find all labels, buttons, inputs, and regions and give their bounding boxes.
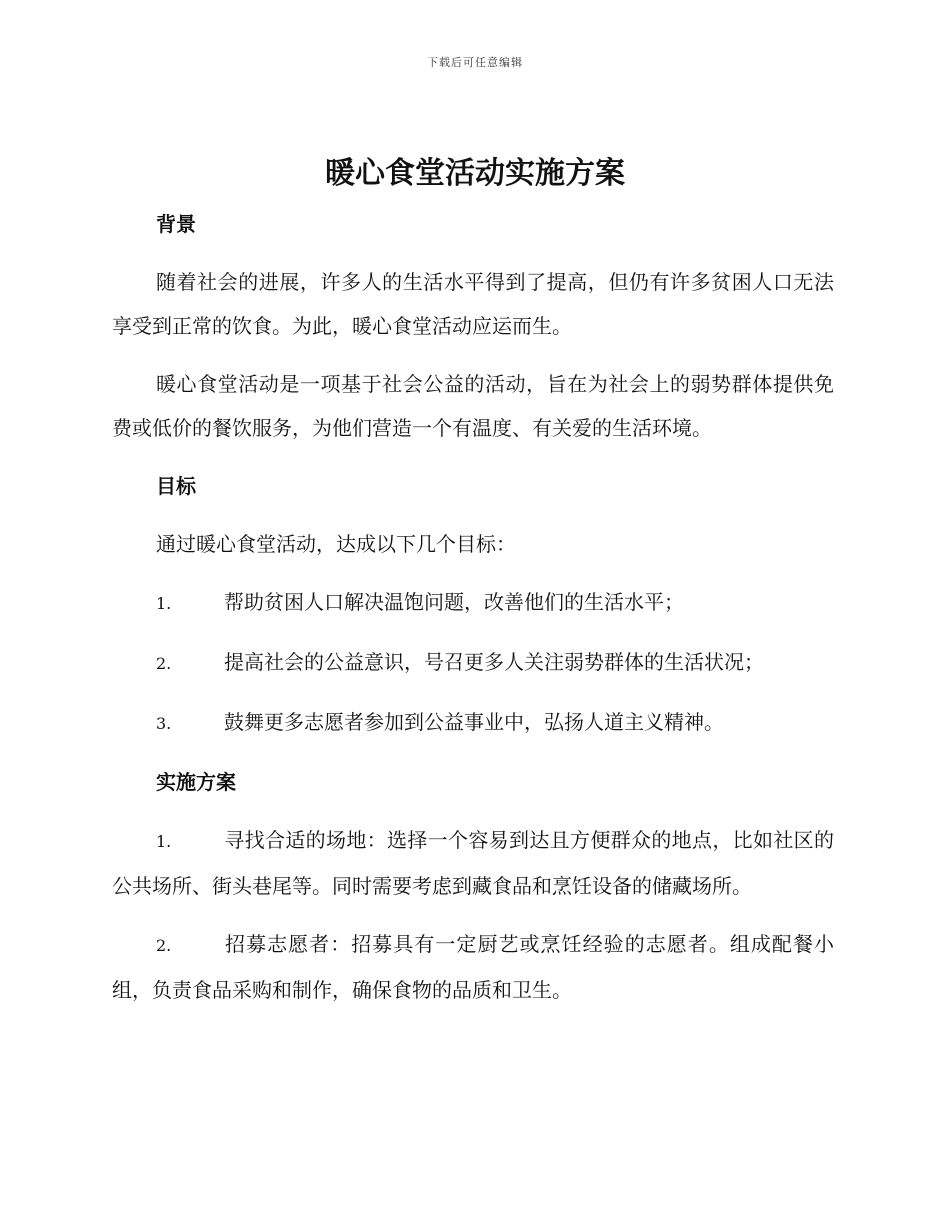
section-heading-plan: 实施方案 [156,770,236,794]
plan-item-2 [112,922,834,1012]
goals-intro: 通过暖心食堂活动，达成以下几个目标： [156,532,516,556]
plan-item-text: 寻找合适的场地：选择一个容易到达且方便群众的地点，比如社区的公共场所、街头巷尾等。同时需要考虑到藏食品和烹饪设备的储藏场所。 [112,828,834,898]
goal-item-1 [112,580,834,626]
goal-item-text: 帮助贫困人口解决温饱问题，改善他们的生活水平； [224,590,684,614]
plan-item-1 [112,818,834,908]
goal-item-2 [112,640,834,686]
document-body [112,202,834,1012]
section-heading-goals: 目标 [156,474,196,498]
background-paragraph-1: 随着社会的进展，许多人的生活水平得到了提高，但仍有许多贫困人口无法享受到正常的饮食。为此，暖心食堂活动应运而生。 [112,270,834,338]
page-header-note: 下载后可任意编辑 [427,56,523,69]
goal-item-text: 鼓舞更多志愿者参加到公益事业中，弘扬人道主义精神。 [224,710,724,734]
plan-item-text: 招募志愿者：招募具有一定厨艺或烹饪经验的志愿者。组成配餐小组，负责食品采购和制作，确保食物的品质和卫生。 [112,932,834,1002]
section-heading-background: 背景 [156,212,196,236]
goal-item-text: 提高社会的公益意识，号召更多人关注弱势群体的生活状况； [224,650,764,674]
background-paragraph-2: 暖心食堂活动是一项基于社会公益的活动，旨在为社会上的弱势群体提供免费或低价的餐饮服务，为他们营造一个有温度、有关爱的生活环境。 [112,372,834,440]
plan-item-number: 2. [156,936,172,955]
goal-item-number: 3. [156,714,172,733]
plan-item-number: 1. [156,832,172,851]
goal-item-3 [112,700,834,746]
goal-item-number: 2. [156,654,172,673]
goal-item-number: 1. [156,594,172,613]
document-title: 暖心食堂活动实施方案 [325,156,625,191]
